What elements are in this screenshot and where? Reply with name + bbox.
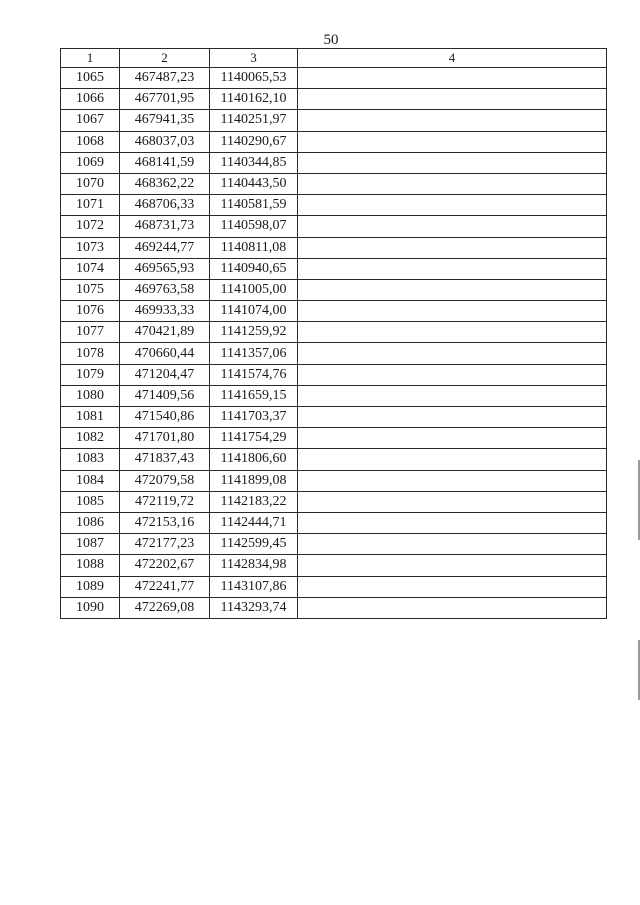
table-row (61, 68, 607, 89)
table-cell: 470660,44 (120, 343, 210, 364)
table-cell: 1140811,08 (210, 237, 298, 258)
table-cell: 1090 (61, 597, 120, 618)
table-cell: 1077 (61, 322, 120, 343)
table-row (61, 512, 607, 533)
table-cell (298, 131, 607, 152)
table-cell (298, 343, 607, 364)
table-cell: 471204,47 (120, 364, 210, 385)
table-cell (298, 576, 607, 597)
table-cell: 469763,58 (120, 279, 210, 300)
table-row (61, 343, 607, 364)
column-header: 1 (61, 49, 120, 68)
table-cell (298, 301, 607, 322)
table-cell: 1081 (61, 407, 120, 428)
table-cell: 1141259,92 (210, 322, 298, 343)
table-row (61, 597, 607, 618)
column-header: 2 (120, 49, 210, 68)
table-cell: 468362,22 (120, 173, 210, 194)
table-cell: 1141357,06 (210, 343, 298, 364)
table-row (61, 279, 607, 300)
table-cell (298, 470, 607, 491)
table-cell: 1074 (61, 258, 120, 279)
table-row (61, 491, 607, 512)
table-body (61, 68, 607, 619)
table-cell: 1142599,45 (210, 534, 298, 555)
table-cell: 1141074,00 (210, 301, 298, 322)
table-cell: 468706,33 (120, 195, 210, 216)
table-cell: 467941,35 (120, 110, 210, 131)
table-cell: 469565,93 (120, 258, 210, 279)
table-cell: 1071 (61, 195, 120, 216)
table-row (61, 216, 607, 237)
table-cell: 1140251,97 (210, 110, 298, 131)
table-cell: 469933,33 (120, 301, 210, 322)
table-cell: 1066 (61, 89, 120, 110)
table-cell: 1142183,22 (210, 491, 298, 512)
table-cell (298, 512, 607, 533)
table-cell (298, 216, 607, 237)
table-row (61, 428, 607, 449)
table-cell: 468141,59 (120, 152, 210, 173)
table-cell: 1068 (61, 131, 120, 152)
table-cell: 1075 (61, 279, 120, 300)
table-cell: 1072 (61, 216, 120, 237)
table-cell: 470421,89 (120, 322, 210, 343)
table-cell: 1143107,86 (210, 576, 298, 597)
table-cell: 1079 (61, 364, 120, 385)
table-cell: 468037,03 (120, 131, 210, 152)
table-cell (298, 89, 607, 110)
table-cell: 1078 (61, 343, 120, 364)
table-cell: 1140940,65 (210, 258, 298, 279)
table-cell: 1141754,29 (210, 428, 298, 449)
table-cell: 472079,58 (120, 470, 210, 491)
table-cell: 1065 (61, 68, 120, 89)
table-cell (298, 364, 607, 385)
table-cell (298, 449, 607, 470)
table-cell: 1073 (61, 237, 120, 258)
table-cell: 468731,73 (120, 216, 210, 237)
table-cell: 472202,67 (120, 555, 210, 576)
table-row (61, 89, 607, 110)
table-row (61, 534, 607, 555)
table-row (61, 131, 607, 152)
table-cell: 1067 (61, 110, 120, 131)
table-cell: 467701,95 (120, 89, 210, 110)
table-row (61, 258, 607, 279)
table-cell (298, 68, 607, 89)
table-cell: 1087 (61, 534, 120, 555)
table-cell: 472177,23 (120, 534, 210, 555)
table-cell: 471540,86 (120, 407, 210, 428)
table-cell: 1141005,00 (210, 279, 298, 300)
table-header-row (61, 49, 607, 68)
table-cell: 1141703,37 (210, 407, 298, 428)
table-cell (298, 173, 607, 194)
table-cell: 1140290,67 (210, 131, 298, 152)
table-row (61, 576, 607, 597)
table-cell: 1088 (61, 555, 120, 576)
page-number: 50 (323, 32, 339, 48)
table-cell: 1140598,07 (210, 216, 298, 237)
table-cell: 1141659,15 (210, 385, 298, 406)
table-cell (298, 152, 607, 173)
table-cell: 1089 (61, 576, 120, 597)
table-row (61, 173, 607, 194)
table-cell: 1086 (61, 512, 120, 533)
table-cell (298, 597, 607, 618)
table-cell: 1142834,98 (210, 555, 298, 576)
table-row (61, 364, 607, 385)
table-cell: 1141899,08 (210, 470, 298, 491)
table-cell: 471837,43 (120, 449, 210, 470)
table-cell: 1140581,59 (210, 195, 298, 216)
table-cell: 467487,23 (120, 68, 210, 89)
table-cell: 1085 (61, 491, 120, 512)
table-row (61, 449, 607, 470)
column-header: 4 (298, 49, 607, 68)
table-cell: 472241,77 (120, 576, 210, 597)
table-cell: 1080 (61, 385, 120, 406)
coordinates-table (60, 48, 607, 619)
table-cell: 1141574,76 (210, 364, 298, 385)
table-row (61, 322, 607, 343)
table-cell (298, 491, 607, 512)
table-cell (298, 322, 607, 343)
table-cell (298, 258, 607, 279)
table-cell: 1070 (61, 173, 120, 194)
table-cell (298, 555, 607, 576)
table-cell: 1140065,53 (210, 68, 298, 89)
table-cell: 1140443,50 (210, 173, 298, 194)
table-cell (298, 534, 607, 555)
table-cell: 1083 (61, 449, 120, 470)
table-row (61, 110, 607, 131)
table-cell: 472269,08 (120, 597, 210, 618)
table-row (61, 470, 607, 491)
table-row (61, 385, 607, 406)
table-cell (298, 279, 607, 300)
table-row (61, 237, 607, 258)
table-cell: 471409,56 (120, 385, 210, 406)
table-cell: 1069 (61, 152, 120, 173)
table-row (61, 555, 607, 576)
table-cell (298, 385, 607, 406)
column-header: 3 (210, 49, 298, 68)
table-cell: 1141806,60 (210, 449, 298, 470)
table-cell (298, 428, 607, 449)
table-cell (298, 407, 607, 428)
table-cell: 1140162,10 (210, 89, 298, 110)
table-cell: 469244,77 (120, 237, 210, 258)
table-cell: 1140344,85 (210, 152, 298, 173)
table-row (61, 301, 607, 322)
table-cell (298, 195, 607, 216)
table-cell (298, 237, 607, 258)
table-row (61, 152, 607, 173)
table-cell: 1084 (61, 470, 120, 491)
table-cell: 471701,80 (120, 428, 210, 449)
table-cell: 1076 (61, 301, 120, 322)
table-cell: 1142444,71 (210, 512, 298, 533)
table-row (61, 195, 607, 216)
table-cell: 1082 (61, 428, 120, 449)
table-cell: 1143293,74 (210, 597, 298, 618)
table-row (61, 407, 607, 428)
table-cell (298, 110, 607, 131)
table-cell: 472153,16 (120, 512, 210, 533)
table-cell: 472119,72 (120, 491, 210, 512)
